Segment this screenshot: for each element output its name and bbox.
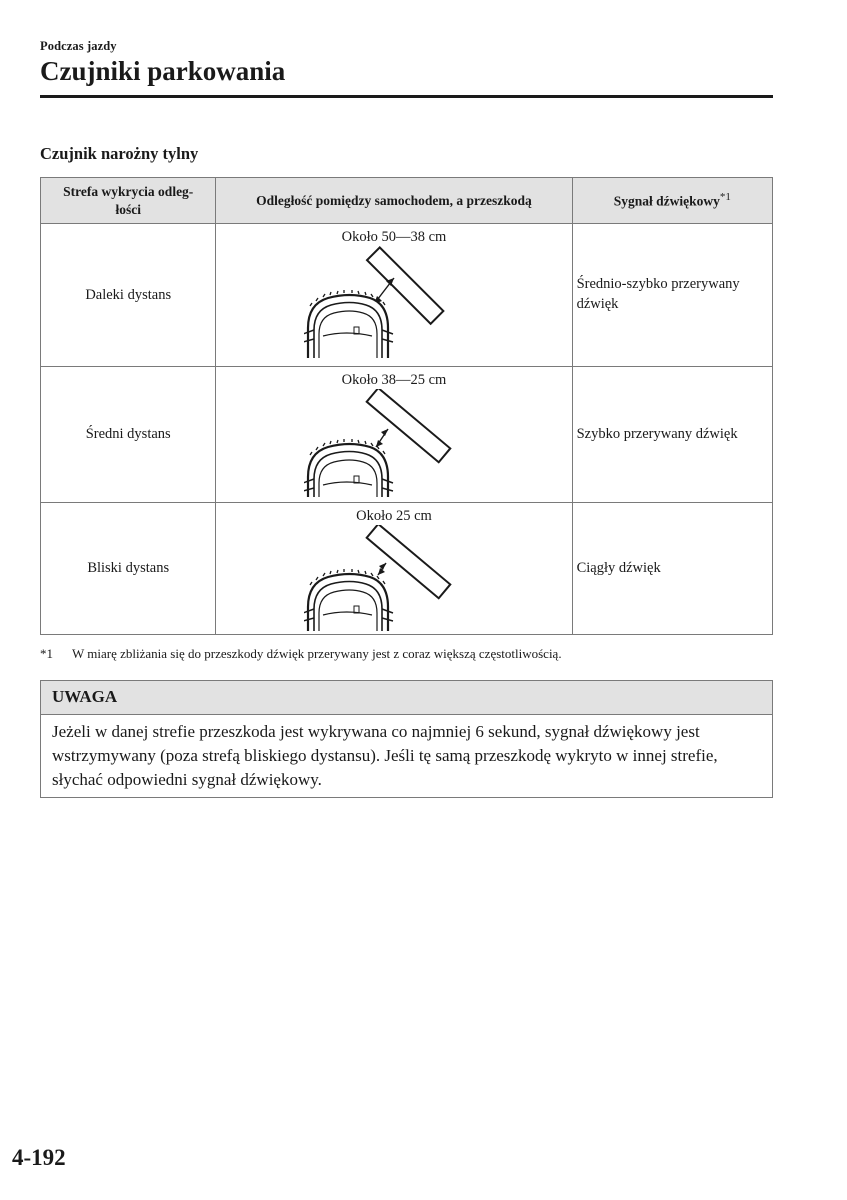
warning-text: Jeżeli w danej strefie przeszkoda jest wykrywana co najmniej 6 sekund, sygnał dźwiękowy jest wstrzymywany (poza strefą bliskiego dystansu). Jeśli tę samą przeszkodę wykryto w innej strefie, słychać odpowiedni sygnał dźwiękowy. [52, 722, 718, 789]
header-zone [41, 178, 216, 224]
warning-box [40, 680, 773, 798]
distance-label: Około 25 cm [356, 508, 432, 524]
header-signal [572, 178, 772, 224]
signal-cell: Ciągły dźwięk [572, 503, 772, 635]
zone-cell: Daleki dystans [41, 224, 216, 367]
page-title: Czujniki parkowania [40, 56, 286, 86]
footnote [40, 646, 562, 662]
sub-heading: Czujnik narożny tylny [40, 144, 199, 163]
section-label: Podczas jazdy [40, 39, 117, 53]
car-obstacle-diagram [304, 246, 484, 358]
title-divider [40, 95, 773, 98]
header-zone-line2: łości [115, 201, 141, 217]
sensor-table [40, 177, 773, 635]
zone-cell: Bliski dystans [41, 503, 216, 635]
footnote-text: W miarę zbliżania się do przeszkody dźwięk przerywany jest z coraz większą częstotliwością. [72, 646, 562, 661]
signal-cell: Średnio-szybko przerywany dźwięk [572, 224, 772, 367]
table-row [41, 503, 773, 635]
header-signal-mark: *1 [719, 191, 731, 204]
zone-cell: Średni dystans [41, 367, 216, 503]
distance-cell [216, 503, 572, 635]
car-obstacle-diagram [304, 389, 484, 497]
signal-cell: Szybko przerywany dźwięk [572, 367, 772, 503]
table-row [41, 224, 773, 367]
header-signal-label: Sygnał dźwiękowy [613, 193, 720, 209]
footnote-mark: *1 [40, 646, 53, 661]
warning-title: UWAGA [41, 681, 772, 715]
header-distance: Odległość pomiędzy samochodem, a przeszkodą [216, 178, 572, 224]
page-number: 4-192 [12, 1145, 66, 1170]
table-header-row [41, 178, 773, 224]
distance-cell [216, 367, 572, 503]
distance-cell [216, 224, 572, 367]
distance-label: Około 50―38 cm [341, 229, 447, 245]
car-obstacle-diagram [304, 525, 484, 631]
header-zone-line1: Strefa wykrycia odleg- [63, 183, 194, 199]
distance-label: Około 38―25 cm [341, 372, 447, 388]
table-row [41, 367, 773, 503]
